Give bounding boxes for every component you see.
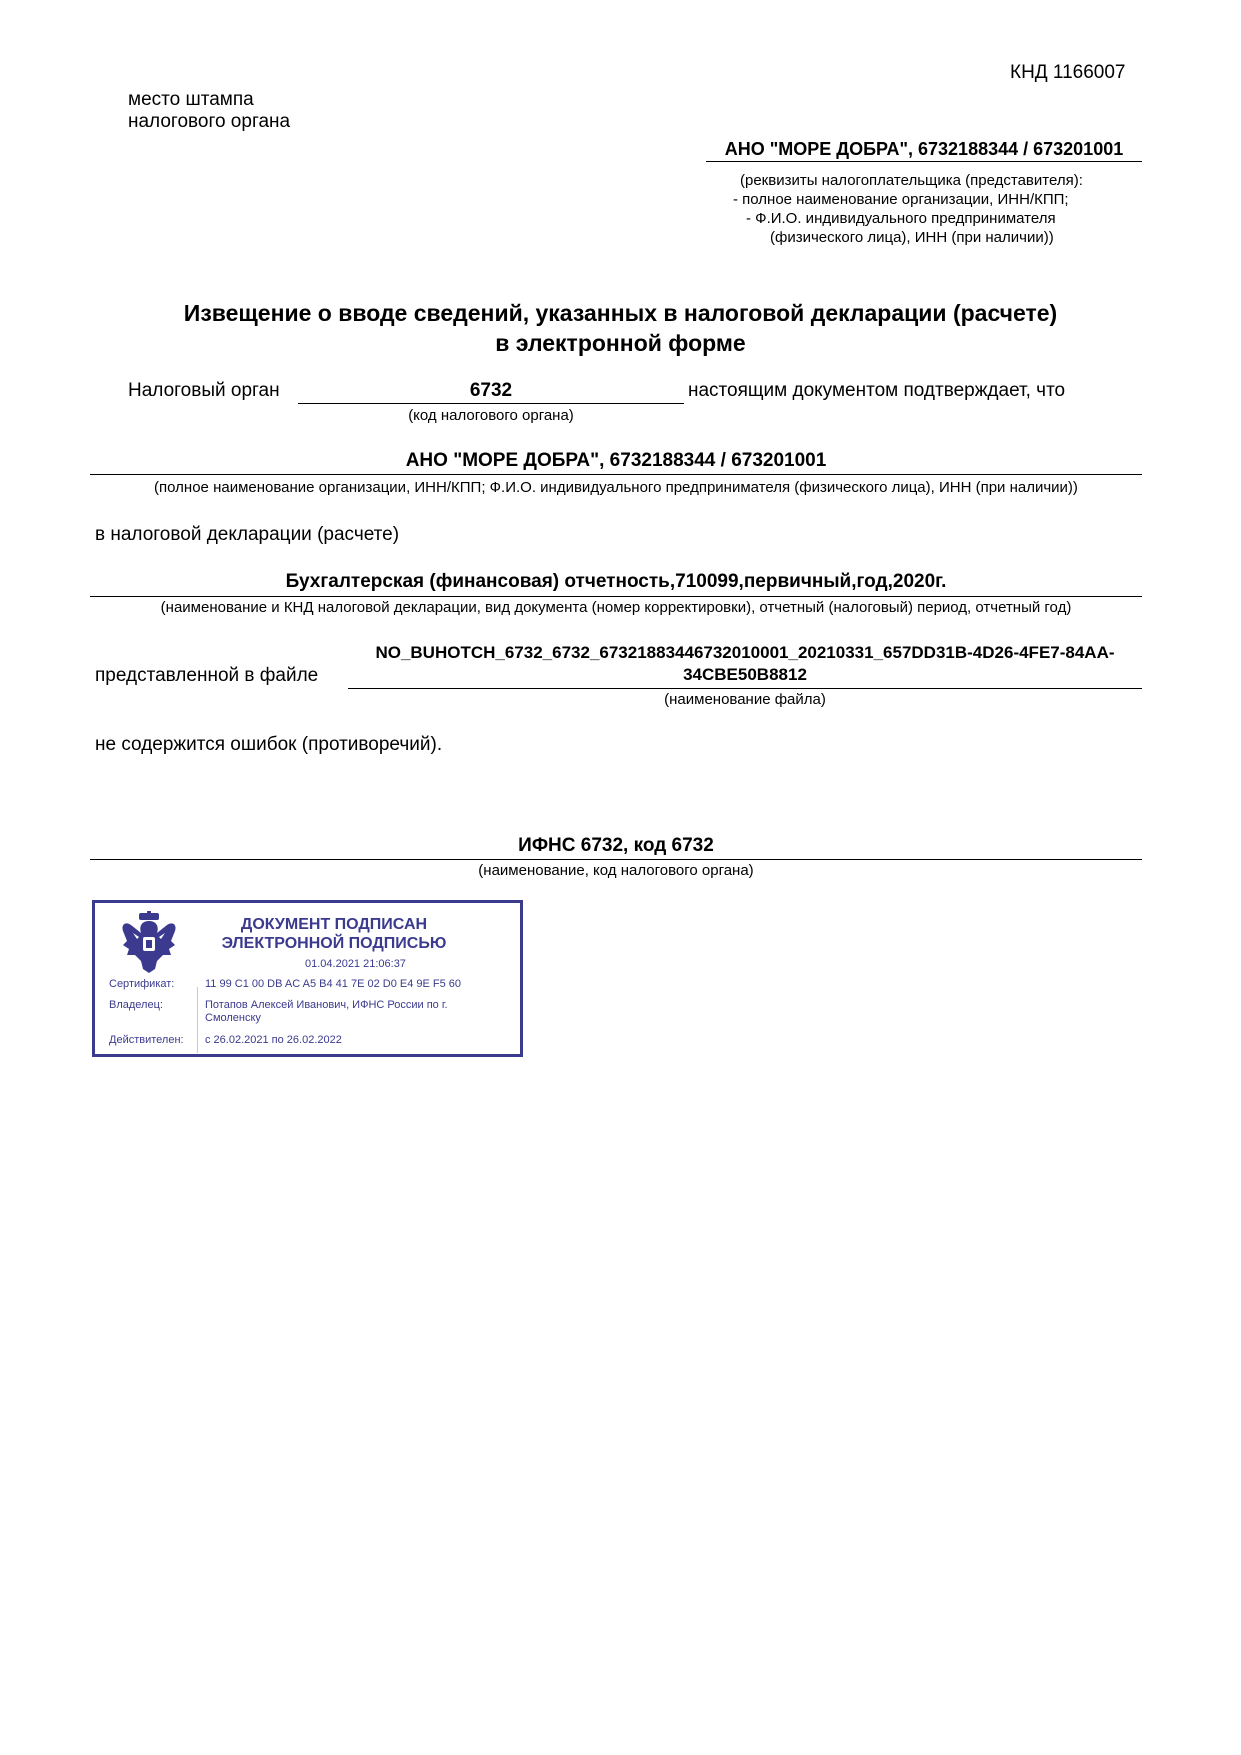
ifns-name: ИФНС 6732, код 6732 xyxy=(518,835,714,856)
signature-title-line1: ДОКУМЕНТ ПОДПИСАН xyxy=(240,916,428,933)
tax-authority-label: Налоговый орган xyxy=(128,380,280,401)
document-title-line1: Извещение о вводе сведений, указанных в налоговой декларации (расчете) xyxy=(183,300,1058,326)
no-errors-text: не содержится ошибок (противоречий). xyxy=(95,734,443,755)
stamp-place-label-line2: налогового органа xyxy=(128,111,291,132)
organization-underline xyxy=(90,474,1142,475)
organization-caption: (полное наименование организации, ИНН/КПП; Ф.И.О. индивидуального предпринимателя (физического лица), ИНН (при наличии)) xyxy=(154,479,1078,496)
certificate-value: 11 99 C1 00 DB AC A5 B4 41 7E 02 D0 E4 9E F5 60 xyxy=(205,978,462,990)
stamp-place-label-line1: место штампа xyxy=(128,89,254,110)
declaration-name: Бухгалтерская (финансовая) отчетность,710099,первичный,год,2020г. xyxy=(285,571,947,592)
file-name-line1: NO_BUHOTCH_6732_6732_67321883446732010001_20210331_657DD31B-4D26-4FE7-84AA- xyxy=(375,643,1115,662)
declaration-underline xyxy=(90,596,1142,597)
confirms-text: настоящим документом подтверждает, что xyxy=(688,380,1066,401)
knd-code: КНД 1166007 xyxy=(1010,62,1126,83)
document-title-line2: в электронной форме xyxy=(495,330,746,356)
file-name-underline xyxy=(348,688,1142,689)
certificate-label: Сертификат: xyxy=(109,978,175,990)
signature-title-line2: ЭЛЕКТРОННОЙ ПОДПИСЬЮ xyxy=(221,935,447,952)
taxpayer-note-line3: - Ф.И.О. индивидуального предпринимателя xyxy=(746,210,1056,227)
valid-label: Действителен: xyxy=(109,1034,184,1046)
taxpayer-underline xyxy=(706,161,1142,162)
file-name xyxy=(348,642,1142,686)
declaration-caption: (наименование и КНД налоговой декларации, вид документа (номер корректировки), отчетный (налоговый) период, отчетный год) xyxy=(160,599,1072,616)
taxpayer-details: АНО "МОРЕ ДОБРА", 6732188344 / 673201001 xyxy=(724,139,1124,159)
electronic-signature-stamp xyxy=(92,900,523,1057)
file-name-caption: (наименование файла) xyxy=(664,691,826,708)
owner-label: Владелец: xyxy=(109,999,163,1011)
taxpayer-note-line1: (реквизиты налогоплательщика (представителя): xyxy=(740,172,1083,189)
tax-authority-code-caption: (код налогового органа) xyxy=(408,407,574,424)
tax-authority-code: 6732 xyxy=(469,380,513,401)
organization-name: АНО "МОРЕ ДОБРА", 6732188344 / 673201001 xyxy=(405,450,827,471)
taxpayer-note-line4: (физического лица), ИНН (при наличии)) xyxy=(770,229,1054,246)
signature-datetime: 01.04.2021 21:06:37 xyxy=(305,958,406,970)
owner-value-line2: Смоленску xyxy=(205,1012,261,1024)
document-title xyxy=(0,298,1241,358)
taxpayer-note-line2: - полное наименование организации, ИНН/КПП; xyxy=(733,191,1069,208)
ifns-caption: (наименование, код налогового органа) xyxy=(478,862,754,879)
signature-divider xyxy=(197,987,198,1053)
in-declaration-text: в налоговой декларации (расчете) xyxy=(95,524,400,545)
file-name-line2: 34CBE50B8812 xyxy=(683,665,807,684)
valid-value: с 26.02.2021 по 26.02.2022 xyxy=(205,1034,342,1046)
owner-value-line1: Потапов Алексей Иванович, ИФНС России по г. xyxy=(205,999,448,1011)
tax-authority-underline xyxy=(298,403,684,404)
submitted-in-file-label: представленной в файле xyxy=(95,665,319,686)
ifns-underline xyxy=(90,859,1142,860)
